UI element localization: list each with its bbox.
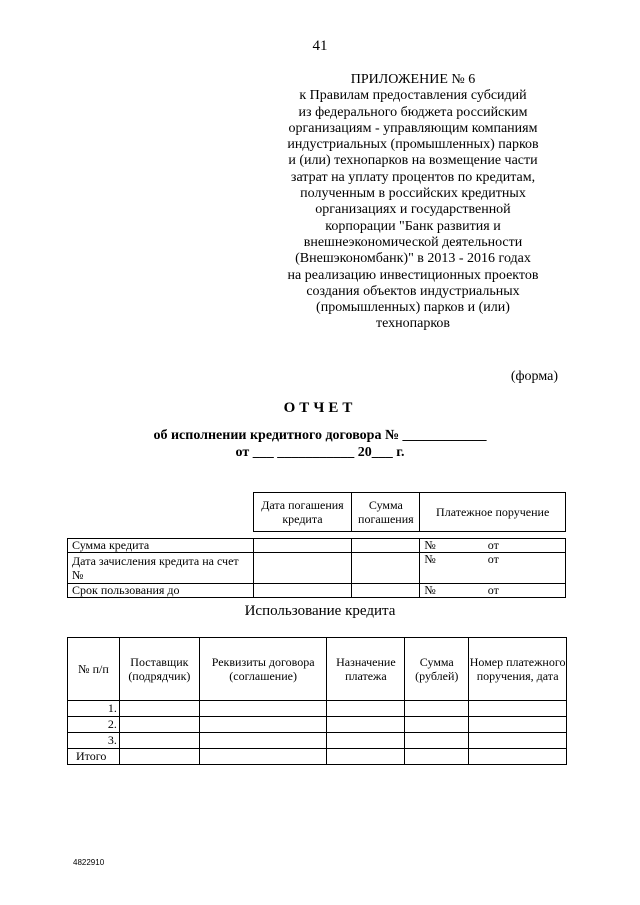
appendix-line: и (или) технопарков на возмещение части bbox=[288, 153, 538, 169]
appendix-line: технопарков bbox=[375, 316, 451, 332]
usage-header-contract: Реквизиты договора (соглашение) bbox=[199, 638, 327, 701]
appendix-line: организациям - управляющим компаниям bbox=[288, 120, 538, 136]
usage-row bbox=[68, 701, 567, 717]
usage-total-row bbox=[68, 749, 567, 765]
report-subtitle-contract: об исполнении кредитного договора № ____________ bbox=[153, 428, 487, 443]
credit-row bbox=[68, 553, 566, 584]
usage-header-supplier: Поставщик (подрядчик) bbox=[119, 638, 199, 701]
credit-row-label: Сумма кредита bbox=[68, 539, 254, 553]
usage-header-number: № п/п bbox=[68, 638, 120, 701]
header-repayment-amount: Сумма погашения bbox=[352, 493, 420, 532]
page-number: 41 bbox=[312, 38, 328, 54]
credit-table bbox=[67, 492, 566, 598]
usage-table bbox=[67, 637, 567, 765]
header-payment-order: Платежное поручение bbox=[420, 493, 566, 532]
credit-row-label: Дата зачисления кредита на счет № bbox=[68, 553, 254, 584]
report-subtitle-date: от ___ ___________ 20___ г. bbox=[235, 445, 405, 460]
usage-header-purpose: Назначение платежа bbox=[327, 638, 405, 701]
usage-title: Использование кредита bbox=[244, 603, 396, 619]
usage-row-number: 1. bbox=[68, 701, 120, 717]
header-repayment-date: Дата погашения кредита bbox=[253, 493, 352, 532]
credit-cell bbox=[253, 553, 352, 584]
appendix-block bbox=[268, 72, 558, 333]
credit-row bbox=[68, 539, 566, 553]
usage-header-amount: Сумма (рублей) bbox=[405, 638, 469, 701]
usage-total-label: Итого bbox=[68, 749, 120, 765]
usage-row-number: 2. bbox=[68, 717, 120, 733]
appendix-line: (Внешэкономбанк)" в 2013 - 2016 годах bbox=[295, 251, 531, 267]
payment-order-cell: № от bbox=[420, 584, 566, 598]
appendix-line: индустриальных (промышленных) парков bbox=[287, 137, 539, 153]
appendix-line: корпорации "Банк развития и bbox=[325, 218, 501, 234]
appendix-line: внешнеэкономической деятельности bbox=[303, 234, 523, 250]
appendix-line: к Правилам предоставления субсидий bbox=[299, 88, 527, 104]
form-label: (форма) bbox=[510, 369, 558, 384]
appendix-line: создания объектов индустриальных bbox=[306, 283, 520, 299]
appendix-line: организациях и государственной bbox=[315, 202, 511, 218]
credit-cell bbox=[352, 553, 420, 584]
usage-row bbox=[68, 717, 567, 733]
payment-order-cell: № от bbox=[420, 539, 566, 553]
credit-row-label: Срок пользования до bbox=[68, 584, 254, 598]
credit-cell bbox=[253, 539, 352, 553]
payment-order-cell: № от bbox=[420, 553, 566, 584]
report-subtitle bbox=[0, 427, 640, 461]
document-code: 4822910 bbox=[73, 858, 105, 867]
usage-row-number: 3. bbox=[68, 733, 120, 749]
credit-row bbox=[68, 584, 566, 598]
credit-cell bbox=[352, 539, 420, 553]
usage-row bbox=[68, 733, 567, 749]
appendix-line: на реализацию инвестиционных проектов bbox=[287, 267, 539, 283]
appendix-line: из федерального бюджета российским bbox=[298, 104, 528, 120]
report-title: ОТЧЕТ bbox=[283, 400, 357, 416]
appendix-line: (промышленных) парков и (или) bbox=[316, 300, 510, 316]
credit-table-blank bbox=[68, 493, 254, 532]
usage-header-payment-order: Номер платежного поручения, дата bbox=[469, 638, 567, 701]
appendix-line: затрат на уплату процентов по кредитам, bbox=[290, 169, 536, 185]
credit-cell bbox=[253, 584, 352, 598]
appendix-title: ПРИЛОЖЕНИЕ № 6 bbox=[350, 72, 476, 87]
appendix-line: полученным в российских кредитных bbox=[300, 186, 526, 202]
credit-cell bbox=[352, 584, 420, 598]
